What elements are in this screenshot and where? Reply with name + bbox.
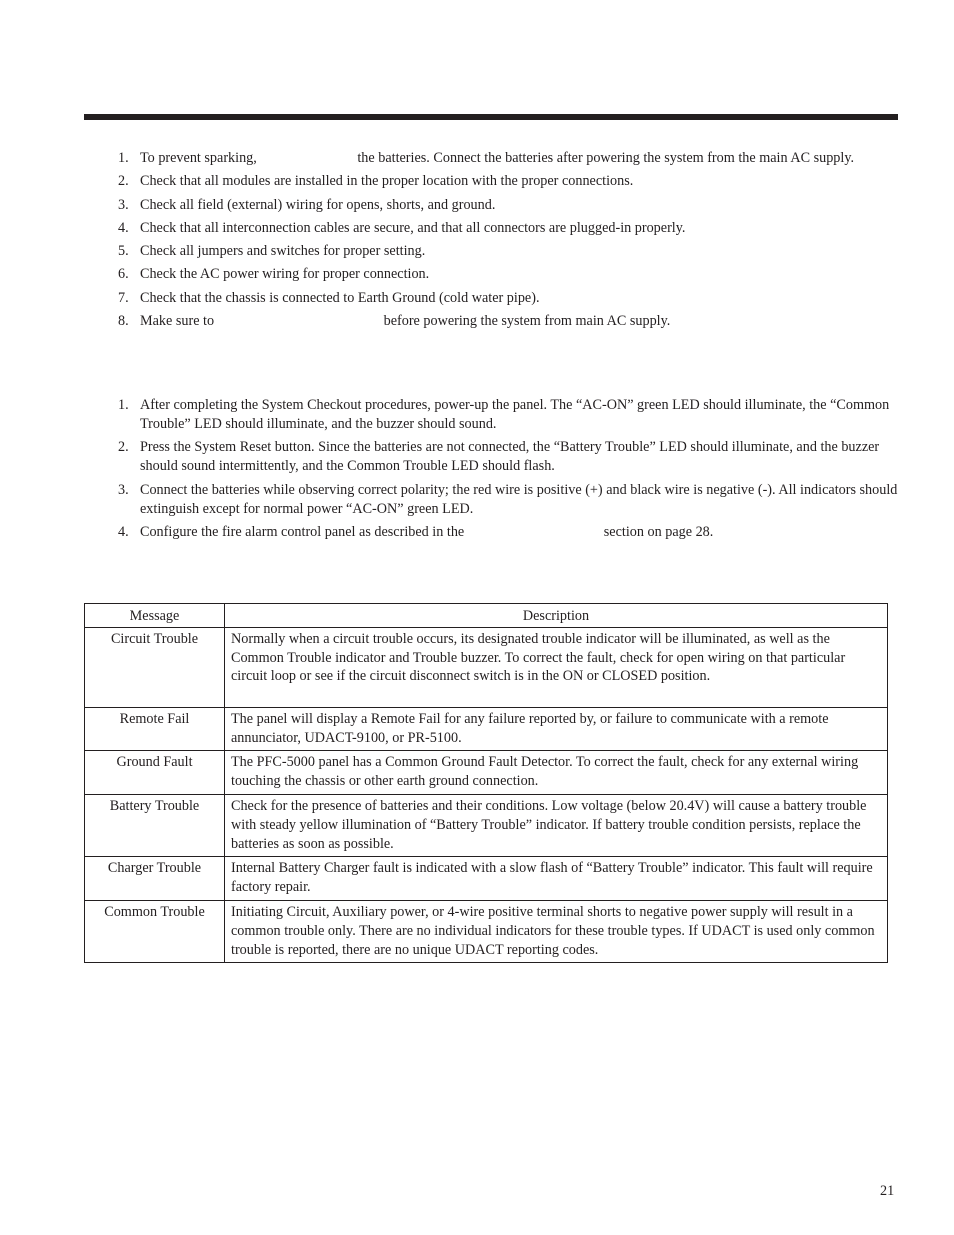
message-cell: Common Trouble xyxy=(85,900,225,962)
list-item xyxy=(84,312,898,331)
description-cell: The panel will display a Remote Fail for any failure reported by, or failure to communicate with a remote annunciator, UDACT-9100, or PR-5100. xyxy=(225,707,888,751)
table-row xyxy=(85,900,888,962)
step-text: To prevent sparking, xyxy=(140,150,261,166)
step-number: 3. xyxy=(118,481,129,498)
step-text: Press the System Reset button. Since the batteries are not connected, the “Battery Trouble” LED should illuminate, and the buzzer should sound intermittently, and the Common Trouble LED should flash. xyxy=(140,439,880,475)
list-item xyxy=(84,242,898,261)
header-rule xyxy=(84,114,898,120)
description-column-header: Description xyxy=(225,604,888,628)
step-number: 8. xyxy=(118,313,129,330)
description-cell: Internal Battery Charger fault is indicated with a slow flash of “Battery Trouble” indicator. This fault will require factory repair. xyxy=(225,857,888,901)
step-text-continued: before powering the system from main AC supply. xyxy=(383,313,671,330)
step-number: 1. xyxy=(118,150,129,166)
step-text: Check that all modules are installed in the proper location with the proper connections. xyxy=(140,173,634,190)
message-column-header: Message xyxy=(85,604,225,628)
list-item xyxy=(84,265,898,284)
list-item xyxy=(84,172,898,191)
description-cell: Initiating Circuit, Auxiliary power, or 4-wire positive terminal shorts to negative power supply will result in a common trouble only. There are no individual indicators for these trouble types. If UDACT is used only common trouble is reported, there are no unique UDACT reporting codes. xyxy=(225,900,888,962)
step-number: 1. xyxy=(118,397,129,413)
step-number: 5. xyxy=(118,243,129,260)
list-item xyxy=(84,481,898,519)
list-item xyxy=(84,149,898,168)
step-number: 6. xyxy=(118,266,129,283)
message-cell: Circuit Trouble xyxy=(85,627,225,707)
message-cell: Remote Fail xyxy=(85,707,225,751)
trouble-messages-table xyxy=(84,603,888,963)
step-text: Check all jumpers and switches for proper setting. xyxy=(140,243,426,260)
description-cell: Normally when a circuit trouble occurs, its designated trouble indicator will be illuminated, as well as the Common Trouble indicator and Trouble buzzer. To correct the fault, check for open wiring on that particular circuit loop or see if the circuit disconnect switch is in the ON or CLOSED position. xyxy=(225,627,888,707)
step-text-continued: the batteries. Connect the batteries after powering the system from the main AC supply. xyxy=(357,150,855,166)
page-number: 21 xyxy=(880,1183,895,1199)
step-text: Check all field (external) wiring for opens, shorts, and ground. xyxy=(140,196,496,213)
step-text-continued: section on page 28. xyxy=(603,523,714,540)
message-cell: Charger Trouble xyxy=(85,857,225,901)
step-text: Check that all interconnection cables are secure, and that all connectors are plugged-in properly. xyxy=(140,219,686,236)
table-row xyxy=(85,707,888,751)
list-item xyxy=(84,438,898,476)
checkout-steps-list xyxy=(84,149,898,335)
table-row xyxy=(85,627,888,707)
table-header-row xyxy=(85,604,888,628)
step-number: 2. xyxy=(118,439,129,456)
list-item xyxy=(84,196,898,215)
table-row xyxy=(85,794,888,856)
step-text: Check that the chassis is connected to Earth Ground (cold water pipe). xyxy=(140,289,540,306)
step-text: Configure the fire alarm control panel as described in the xyxy=(140,523,468,540)
message-cell: Battery Trouble xyxy=(85,794,225,856)
message-cell: Ground Fault xyxy=(85,751,225,795)
step-text: After completing the System Checkout procedures, power-up the panel. The “AC-ON” green LED should illuminate, the “Common Trouble” LED should illuminate, and the buzzer should sound. xyxy=(140,397,890,432)
list-item xyxy=(84,289,898,308)
step-number: 3. xyxy=(118,196,129,213)
list-item xyxy=(84,219,898,238)
step-text: Connect the batteries while observing correct polarity; the red wire is positive (+) and black wire is negative (-). All indicators should extinguish except for normal power “AC-ON” green LED. xyxy=(140,481,898,517)
description-cell: Check for the presence of batteries and their conditions. Low voltage (below 20.4V) will cause a battery trouble with steady yellow illumination of “Battery Trouble” indicator. If battery trouble condition persists, replace the batteries as soon as possible. xyxy=(225,794,888,856)
description-cell: The PFC-5000 panel has a Common Ground Fault Detector. To correct the fault, check for any external wiring touching the chassis or other earth ground connection. xyxy=(225,751,888,795)
step-number: 4. xyxy=(118,523,129,540)
step-text: Make sure to xyxy=(140,313,218,330)
step-number: 7. xyxy=(118,289,129,306)
list-item xyxy=(84,523,898,542)
list-item xyxy=(84,396,898,434)
step-text: Check the AC power wiring for proper connection. xyxy=(140,266,430,283)
powerup-steps-list xyxy=(84,396,898,546)
table-row xyxy=(85,857,888,901)
step-number: 4. xyxy=(118,219,129,236)
step-number: 2. xyxy=(118,173,129,190)
table-row xyxy=(85,751,888,795)
